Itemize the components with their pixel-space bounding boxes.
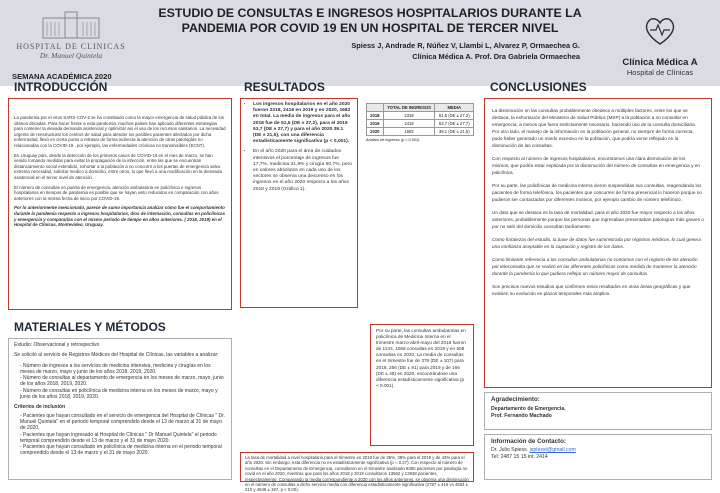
- results-table-wrap: [366, 103, 474, 142]
- hospital-logo-line1: HOSPITAL DE CLINICAS: [16, 42, 126, 51]
- concl-p2: Con respecto al número de ingresos hospitalarios, encontramos una clara disminución de los mismos, que podría estar explicada por la disminución del número de consultas en emergencia y en policlínica.: [492, 156, 700, 175]
- crit-item: - Pacientes que hayan consultado en policlínica de medicina interna en el periodo temporal comprendido desde el 13 de marzo y el 31 de mayo 2020.: [20, 444, 222, 457]
- hospital-logo-line2: Dr. Manuel Quintela: [39, 51, 103, 60]
- table-row: 2019 2418 53,7 (DE ± 27,7): [367, 120, 474, 128]
- concl-p4: Un dato que se destaca es la tasa de mortalidad, para el año 2020 fue mayor respecto a los años anteriores, probablemente porque las personas que ingresaban presentaban patologías más graves o por no salir del domicilio consultan tardíamente.: [492, 210, 704, 229]
- results-box: [240, 98, 358, 308]
- intro-title: INTRODUCCIÓN: [14, 80, 108, 94]
- intro-p4: Por lo anteriormente mencionado, parece de sumo importancia analizar cómo fue el comportamiento durante la pandemia respecto a ingresos hospitalarios, dios de internación, consultas en policlínicas y emergencia y compararlas con el mismo periodo de tiempo en años anteriores. ( 2018, 2019) en el Hospital de Clínicas, Montevideo, Uruguay.: [14, 205, 226, 228]
- concl-p1: La disminución en las consultas probablemente obedece a múltiples factores, entre los que se destaca, la exhortación del Ministerio de Salud Pública (MSP) a la población a no consultar en emergencia, a menos que fuera estrictamente necesario, haciendo uso de la consulta domiciliaria. Por otro lado, el manejo de la información en la población general, no siempre de forma correcta, pudo haber generado un miedo excesivo en la población, que podría verse reflejado en la disminución de las consultas.: [492, 108, 697, 148]
- mat-item: - Número de consultas al departamento de emergencia en los meses de marzo, mayo, junio de los años 2018, 2019, 2020.: [20, 375, 224, 388]
- crit-item: - Pacientes que hayan ingresado al Hospital de Clínicas " Dr Manuel Quintela" el periodo temporal comprendido desde el 13 de marzo y el 31 de mayo 2020.: [20, 431, 217, 444]
- tasa-text: La tasa de mortalidad a nivel hospitalario para el trimestre en 2018 fue de 36%, 38% para el 2019 y de 43% para el año 2020. Sin embargo, esta diferencia no es estadísticamente significativa (p = 0,27). Con respecto al número de consultas en el Departamento de Emergencia, consultaron en el trimestre analizado 8360 pacientes por patología no covid en el año 2020, mientras que para los años 2018 y 2019 consultaron 13662 y 13938 pacientes, respectivamente. Comparando la media correspondiente a 2020 con los años anteriores, se observa una disminución en el número de consultas a dicho servicio media con diferencia estadísticamente significativa (2787 ± 416 vs 4554 ± 210 y 4646 ± 197, p < 0,00).: [245, 455, 469, 493]
- poster-title: ESTUDIO DE CONSULTAS E INGRESOS HOSPITALARIOS DURANTE LA PANDEMIA POR COVID 19 EN UN HOSPITAL DE TERCER NIVEL: [158, 6, 582, 35]
- amb-text: Por su parte, las consultas ambulatorias en policlínica de Medicina Interna en el trimestre marzo-abril-mayo del 2018 fueron de 1133, 1068 consultas en 2019 y en 508 consultas en 2020. La media de consultas en el trimestre fue de 378 (DE ± 107) para 2018, 256 (DE ± 91) para 2019 y de 166 (DE ± 48) en 2020, encontrándose una diferencia estadísticamente significativa (p < 0,001).: [376, 328, 466, 388]
- results-table: [366, 103, 474, 136]
- clinica-logo-line2: Hospital de Clínicas: [626, 68, 694, 77]
- table-header: [367, 104, 384, 112]
- clinica-logo-line1: Clínica Médica A: [622, 57, 698, 68]
- concl-p6: Como limitante referencia a las consultas ambulatorias no contamos con el registro de los atención por teleconsulta que se realizó en las diferentes policlínicas como medida de mantener la atención durante la pandemia lo que pudiera reflejar un número mayor de consultas.: [492, 257, 698, 276]
- contacto-title: Información de Contacto:: [491, 438, 566, 445]
- intro-p3: El número de consultas en puerta de emergencia, atención ambulatoria en policlínica e ingresos hospitalarios en tiempos de pandemia es posible que se hayan visto reducidos en comparación con años anteriores con la misma fecha de inicio por COVID-19.: [14, 184, 219, 201]
- intro-p2: En Uruguay país, desde la detección de los primeros casos de COVID-19 en el mes de marzo, se han venido tomando medidas para evitar la propagación de la infección, entre las que se encuentran distanciamiento social extendido, exhortar a la población a no concurrir a los puertas de emergencia salvo extrema necesidad, solicitar medico a domicilio, entre otros, lo que llevó a una modificación en la demanda asistencial en el tercer nivel de atención.: [14, 152, 222, 180]
- concl-p5: Como fortalezas del estudio, la base de datos fue suministrada por registros médicos, lo cual genera una confianza aceptable en la captación y registro de los datos.: [492, 237, 701, 249]
- clinica-heart-icon: [640, 10, 680, 50]
- table-caption: Análisis de ingresos (p < 0,001).: [366, 138, 421, 142]
- contacto-tel: Tel: 2487 15 15 int. 2414: [491, 454, 548, 461]
- mat-estudio: Estudio: Observacional y retrospectivo: [14, 342, 100, 348]
- clinica-logo: [608, 10, 712, 80]
- table-row: 2018 2318 51,5 (DE ± 27,2): [367, 112, 474, 120]
- mat-item: - Número de ingresos a los servicios de medicina intensiva, medicina y cirugías en los meses de marzo, mayo y junio de los años 2018, 2019, 2020.: [20, 362, 211, 375]
- intro-p1: La pandemia por el virus SARS-COV-2 se ha constituido como la mayor emergencia de salud pública de los últimos décadas. Para hacer frente a esta pandemia, muchos países han aplicado diferentes estrategias para contener la elevada demanda asistencial y optimizar así el uso de los recursos sanitarios. La necesidad urgente de reestructurar los centros de salud para atender los posibles pacientes afectados por dicha enfermedad, llevó en cierta punto a retrasar de forma indirecta la atención de otras patologías no relacionadas con la COVID-19 , por ejemplo, las enfermedades crónicas no transmisibles (ECNT).: [14, 115, 226, 148]
- mat-title: MATERIALES Y MÉTODOS: [14, 320, 166, 334]
- contacto-box: [484, 434, 712, 480]
- contacto-email-link[interactable]: jspiesst@gmail.com: [529, 446, 576, 453]
- agradecimiento-line1: Departamento de Emergencia.: [491, 405, 566, 412]
- agradecimiento-line2: Prof. Fernando Machado: [491, 413, 552, 420]
- table-header: MEDIA: [435, 104, 474, 112]
- results-bullet2: • En el año 2020 para el área de cuidados intensivos el porcentaje de ingresos fue 17,7%, medicina 31,9% y cirugía 50,7%, pero en valores absolutos en cada uno de los sectores se observa una descenso en los ingresos en el año 2020 respecto a los años 2018 y 2019 (Gráfico 1).: [253, 149, 352, 192]
- concl-box: [484, 98, 712, 388]
- authors-line: Spiess J, Andrade R, Núñez V, Llambi L, Alvarez P, Ormaechea G.: [351, 41, 580, 50]
- contacto-name-line: [491, 447, 705, 455]
- mat-box: [8, 338, 232, 480]
- mat-solicito: Se solicitó al servicio de Registros Médicos del Hospital de Clínicas, las variables a analizar:: [14, 352, 219, 359]
- poster-authors: [150, 40, 590, 62]
- agradecimiento-box: [484, 392, 712, 430]
- clinic-line: Clínica Médica A. Prof. Dra Gabriela Ormaechea: [412, 52, 580, 61]
- results-bullet1: • Los ingresos hospitalarios en el año 2020 fueron 2318, 2418 en 2019 y en 2020, 1682 en total. La media de ingresos para el año 2018 fue de 51,5 (DE ± 27,2), para el 2019 53,7 (DE ± 27,7) y para el año 2020 39.1 (DE ± 21,5), con una diferencia estadísticamente significativa (p < 0,001).: [253, 102, 352, 145]
- table-row: 2020 1682 39.1 (DE ± 21,5): [367, 128, 474, 136]
- amb-box: [370, 324, 474, 446]
- mat-criterios: Criterios de inclusión: [14, 404, 66, 411]
- concl-p3: Por su parte, las policlínicas de medicina interna vieron suspendidas sus consultas, reagendando los pacientes de forma telefónica, los pacientes que concurren de forma presencial lo hicieron porque no pudieron ser contactados por diferentes motivos, por ejemplo cambio de número telefónico.: [492, 183, 703, 202]
- concl-p7: Son precisos nuevos estudios que confirmen estos resultados en otras áreas geográficas y que evalúen su evolución en plazos temporales más amplios.: [492, 284, 691, 296]
- mat-item: - Número de consultas en policlínica de medicina interna en los meses de marzo, mayo y junio de los años 2018, 2019, 2020.: [20, 387, 218, 401]
- concl-title: CONCLUSIONES: [490, 80, 587, 94]
- hospital-building-icon: [39, 10, 103, 40]
- contacto-name: Dr. Julio Spiess.: [491, 446, 529, 453]
- intro-box: [8, 98, 232, 310]
- semana-academica: SEMANA ACADÉMICA 2020: [12, 72, 112, 81]
- tasa-box: [240, 452, 474, 493]
- crit-item: - Pacientes que hayan consultado en el servicio de emergencia del Hospital de Clínicas " Dr. Manuel Quintela" en el periodo temporal comprendido desde el 13 de marzo al 31 de mayo de 2020.: [20, 412, 225, 432]
- table-header: TOTAL DE INGRESOS: [383, 104, 435, 112]
- agradecimiento-title: Agradecimiento:: [491, 396, 540, 403]
- results-title: RESULTADOS: [244, 80, 325, 94]
- hospital-logo: [16, 10, 126, 72]
